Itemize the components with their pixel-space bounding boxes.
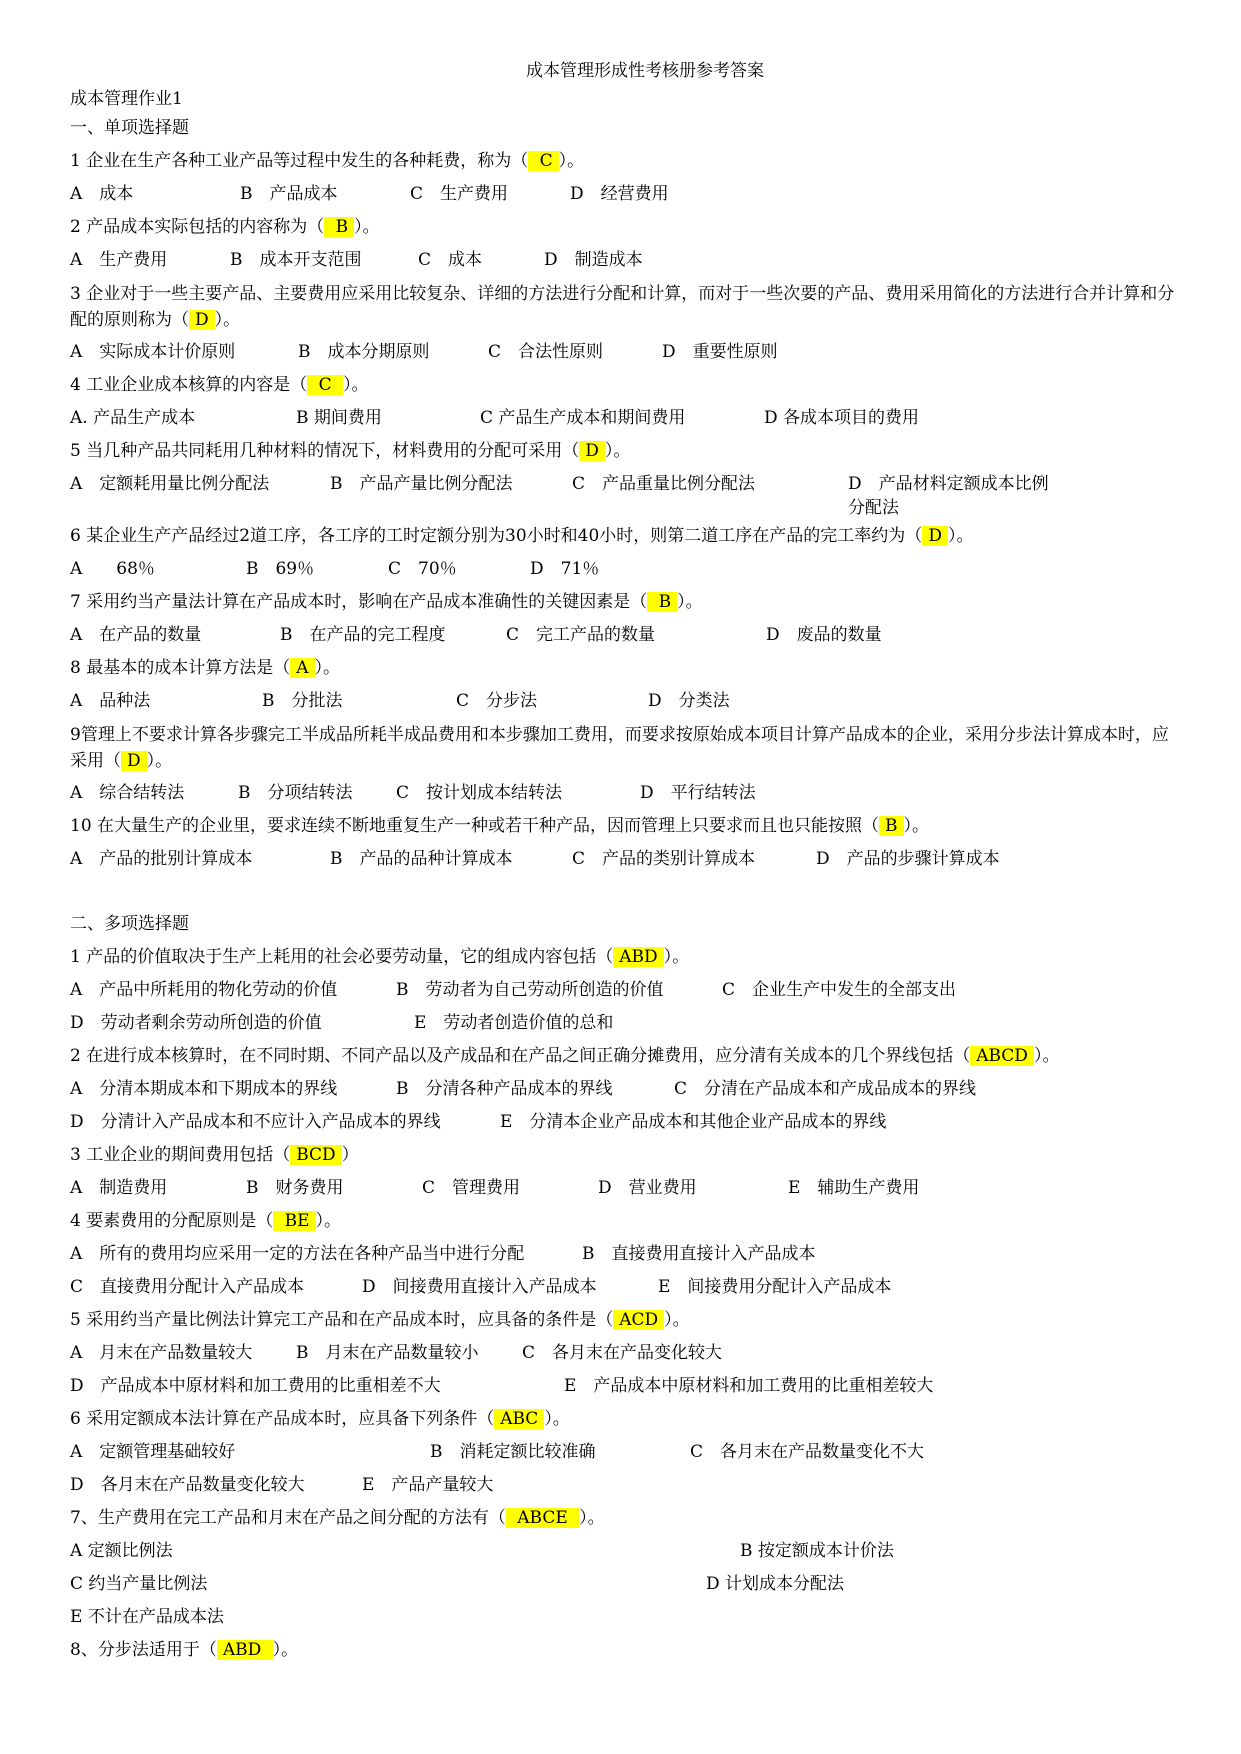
- question-text: [70, 1403, 1180, 1436]
- question-end: ）。: [664, 1310, 690, 1330]
- answer-highlight: BE: [273, 1211, 315, 1231]
- question-end: ）。: [343, 375, 369, 395]
- option-item: B 按定额成本计价法: [740, 1541, 894, 1561]
- option-item: A 实际成本计价原则: [70, 342, 236, 362]
- answer-highlight: C: [307, 375, 343, 395]
- options-row: [70, 685, 1180, 718]
- option-item: E 辅助生产费用: [788, 1178, 920, 1198]
- question-end: ）。: [146, 751, 173, 771]
- option-item: D 间接费用直接计入产品成本: [362, 1277, 597, 1297]
- option-item: D 平行结转法: [640, 783, 756, 803]
- question-stem: 1 产品的价值取决于生产上耗用的社会必要劳动量，它的组成内容包括（: [70, 947, 614, 967]
- answer-highlight: ABC: [494, 1409, 544, 1429]
- option-item: A 品种法: [70, 691, 151, 711]
- options-row: [70, 1007, 1180, 1040]
- options-row: [70, 619, 1180, 652]
- question-stem: 4 要素费用的分配原则是（: [70, 1211, 274, 1231]
- option-item: D 重要性原则: [662, 342, 778, 362]
- question-end: ）。: [677, 592, 703, 612]
- answer-highlight: ABCD: [970, 1046, 1034, 1066]
- option-item: D 产品成本中原材料和加工费用的比重相差不大: [70, 1376, 441, 1396]
- answer-highlight: B: [324, 217, 354, 237]
- question-stem: 5 当几种产品共同耗用几种材料的情况下，材料费用的分配可采用（: [70, 441, 580, 461]
- question-text: [70, 1139, 1180, 1172]
- option-item: C 企业生产中发生的全部支出: [722, 980, 957, 1000]
- section-heading-single: 一、单项选择题: [70, 118, 189, 138]
- section-heading-multi: 二、多项选择题: [70, 914, 189, 934]
- option-item: B 69％: [246, 559, 315, 579]
- option-item: B 劳动者为自己劳动所创造的价值: [396, 980, 664, 1000]
- option-item: A 月末在产品数量较大: [70, 1343, 253, 1363]
- option-item: C 约当产量比例法: [70, 1574, 208, 1594]
- option-item: E 劳动者创造价值的总和: [414, 1013, 614, 1033]
- question-end: ）。: [272, 1640, 299, 1660]
- option-item: C 分步法: [456, 691, 538, 711]
- question-text: [70, 145, 1180, 178]
- question-end: ）。: [315, 1211, 342, 1231]
- option-item: B 产品产量比例分配法: [330, 474, 513, 494]
- answer-highlight: D: [579, 441, 605, 461]
- answer-highlight: D: [922, 526, 948, 546]
- single-choice-list: [70, 145, 1180, 876]
- question-stem: 7 采用约当产量法计算在产品成本时，影响在产品成本准确性的关键因素是（: [70, 592, 648, 612]
- question-stem: 8、分步法适用于（: [70, 1640, 217, 1660]
- answer-highlight: ACD: [613, 1310, 664, 1330]
- option-item: D 计划成本分配法: [706, 1574, 845, 1594]
- question-text: [70, 435, 1180, 468]
- options-row: [70, 402, 1180, 435]
- question-stem: 3 企业对于一些主要产品、主要费用应采用比较复杂、详细的方法进行分配和计算，而对于一些次要的产品、费用采用简化的方法进行合并计算和分配的原则称为（: [70, 284, 1175, 330]
- option-item: D 经营费用: [570, 184, 669, 204]
- option-item: B 成本开支范围: [230, 250, 362, 270]
- question-text: [70, 941, 1180, 974]
- option-item: B 产品成本: [240, 184, 338, 204]
- option-item: C 按计划成本结转法: [396, 783, 563, 803]
- options-row: [70, 1568, 1180, 1601]
- option-item: A 综合结转法: [70, 783, 185, 803]
- option-item: A 制造费用: [70, 1178, 168, 1198]
- options-row: [70, 1271, 1180, 1304]
- option-item: A 所有的费用均应采用一定的方法在各种产品当中进行分配: [70, 1244, 525, 1264]
- question-end: ）。: [354, 217, 380, 237]
- option-item: E 产品成本中原材料和加工费用的比重相差较大: [564, 1376, 934, 1396]
- question-end: ）。: [903, 816, 930, 836]
- option-item: B 分清各种产品成本的界线: [396, 1079, 613, 1099]
- options-row: [70, 178, 1180, 211]
- option-item: D 各月末在产品数量变化较大: [70, 1475, 305, 1495]
- options-row: [70, 1073, 1180, 1106]
- options-row: [70, 553, 1180, 586]
- question-stem: 6 某企业生产产品经过2道工序，各工序的工时定额分别为30小时和40小时，则第二道工序在产品的完工率约为（: [70, 526, 923, 546]
- question-text: [70, 277, 1180, 336]
- question-stem: 6 采用定额成本法计算在产品成本时，应具备下列条件（: [70, 1409, 495, 1429]
- question-text: [70, 1205, 1180, 1238]
- answer-highlight: ABD: [217, 1640, 273, 1660]
- option-item: D 营业费用: [598, 1178, 697, 1198]
- option-item: D 各成本项目的费用: [764, 408, 920, 428]
- option-item: A 产品的批别计算成本: [70, 849, 253, 869]
- option-item: A 成本: [70, 184, 134, 204]
- options-row: [70, 1601, 1180, 1634]
- option-item: A 定额耗用量比例分配法: [70, 474, 270, 494]
- question-text: [70, 718, 1180, 777]
- option-item: C 各月末在产品数量变化不大: [690, 1442, 925, 1462]
- option-item: A 在产品的数量: [70, 625, 202, 645]
- option-item: C 成本: [418, 250, 483, 270]
- question-text: [70, 520, 1180, 553]
- options-row: [70, 1370, 1180, 1403]
- option-item: C 合法性原则: [488, 342, 604, 362]
- option-item: B 期间费用: [296, 408, 382, 428]
- options-row: [70, 336, 1180, 369]
- options-row: [70, 1106, 1180, 1139]
- question-end: ）。: [947, 526, 974, 546]
- question-end: ）。: [604, 441, 631, 461]
- question-end: ）。: [314, 658, 341, 678]
- option-item: D 分清计入产品成本和不应计入产品成本的界线: [70, 1112, 441, 1132]
- assignment-title: 成本管理作业1: [70, 89, 183, 109]
- option-item: D 劳动者剩余劳动所创造的价值: [70, 1013, 322, 1033]
- options-row: [70, 1172, 1180, 1205]
- question-text: [70, 1502, 1180, 1535]
- option-item: A 分清本期成本和下期成本的界线: [70, 1079, 338, 1099]
- option-item: E 不计在产品成本法: [70, 1607, 224, 1627]
- option-item: C 各月末在产品变化较大: [522, 1343, 723, 1363]
- options-row: [70, 1238, 1180, 1271]
- question-text: [70, 586, 1180, 619]
- question-stem: 4 工业企业成本核算的内容是（: [70, 375, 308, 395]
- document-page: [70, 56, 1180, 1667]
- question-text: [70, 1304, 1180, 1337]
- option-item: B 月末在产品数量较小: [296, 1343, 479, 1363]
- question-end: ）。: [214, 310, 241, 330]
- section-gap: [70, 876, 1180, 908]
- answer-highlight: B: [647, 592, 677, 612]
- option-item: E 分清本企业产品成本和其他企业产品成本的界线: [500, 1112, 887, 1132]
- option-item: B 产品的品种计算成本: [330, 849, 513, 869]
- option-item: D 废品的数量: [766, 625, 882, 645]
- question-stem: 1 企业在生产各种工业产品等过程中发生的各种耗费，称为（: [70, 151, 529, 171]
- option-item: B 在产品的完工程度: [280, 625, 446, 645]
- option-item: A 生产费用: [70, 250, 168, 270]
- question-end: ）。: [544, 1409, 570, 1429]
- question-stem: 5 采用约当产量比例法计算完工产品和在产品成本时，应具备的条件是（: [70, 1310, 614, 1330]
- options-row: [70, 1337, 1180, 1370]
- answer-highlight: C: [528, 151, 558, 171]
- question-end: ）。: [663, 947, 690, 967]
- options-row: [70, 1469, 1180, 1502]
- option-item: C 产品生产成本和期间费用: [480, 408, 686, 428]
- question-text: [70, 211, 1180, 244]
- option-item: C 直接费用分配计入产品成本: [70, 1277, 305, 1297]
- option-item: A 68％: [70, 559, 155, 579]
- question-stem: 2 在进行成本核算时，在不同时期、不同产品以及产成品和在产品之间正确分摊费用，应分清有关成本的几个界线包括（: [70, 1046, 971, 1066]
- option-item: C 产品的类别计算成本: [572, 849, 756, 869]
- question-end: ）。: [1033, 1046, 1060, 1066]
- options-row: [70, 1535, 1180, 1568]
- options-row: [70, 843, 1180, 876]
- option-item: B 直接费用直接计入产品成本: [582, 1244, 816, 1264]
- question-stem: 9管理上不要求计算各步骤完工半成品所耗半成品费用和本步骤加工费用，而要求按原始成本项目计算产品成本的企业，采用分步法计算成本时，应采用（: [70, 725, 1169, 771]
- question-stem: 8 最基本的成本计算方法是（: [70, 658, 291, 678]
- question-text: [70, 810, 1180, 843]
- options-row: [70, 777, 1180, 810]
- option-item: C 70％: [388, 559, 457, 579]
- options-row: [70, 244, 1180, 277]
- answer-highlight: BCD: [290, 1145, 341, 1165]
- option-item: D 产品的步骤计算成本: [816, 849, 1000, 869]
- option-item: C 产品重量比例分配法: [572, 474, 756, 494]
- option-item: A 定额比例法: [70, 1541, 173, 1561]
- option-item: B 成本分期原则: [298, 342, 430, 362]
- option-item: D 制造成本: [544, 250, 643, 270]
- answer-highlight: D: [121, 751, 147, 771]
- option-item: C 生产费用: [410, 184, 509, 204]
- answer-highlight: ABD: [613, 947, 663, 967]
- question-text: [70, 1634, 1180, 1667]
- answer-highlight: A: [290, 658, 314, 678]
- question-text: [70, 369, 1180, 402]
- option-item: E 间接费用分配计入产品成本: [658, 1277, 892, 1297]
- answer-highlight: ABCE: [506, 1508, 579, 1528]
- question-stem: 7、生产费用在完工产品和月末在产品之间分配的方法有（: [70, 1508, 506, 1528]
- question-end: ）。: [558, 151, 585, 171]
- question-end: ）: [341, 1145, 359, 1165]
- document-title: 成本管理形成性考核册参考答案: [526, 61, 764, 81]
- option-item: B 分项结转法: [238, 783, 353, 803]
- question-end: ）。: [579, 1508, 605, 1528]
- option-item: B 分批法: [262, 691, 343, 711]
- question-text: [70, 652, 1180, 685]
- option-item: A 定额管理基础较好: [70, 1442, 236, 1462]
- question-stem: 2 产品成本实际包括的内容称为（: [70, 217, 325, 237]
- answer-highlight: D: [189, 310, 215, 330]
- question-text: [70, 1040, 1180, 1073]
- options-row: [70, 1436, 1180, 1469]
- answer-highlight: B: [879, 816, 904, 836]
- option-item: B 消耗定额比较准确: [430, 1442, 596, 1462]
- option-item: D 71％: [530, 559, 600, 579]
- option-item: D 产品材料定额成本比例分配法: [848, 474, 1049, 518]
- option-item: A 产品中所耗用的物化劳动的价值: [70, 980, 338, 1000]
- option-item: D 分类法: [648, 691, 730, 711]
- options-row: [70, 468, 1180, 520]
- option-item: E 产品产量较大: [362, 1475, 494, 1495]
- option-item: A. 产品生产成本: [70, 408, 196, 428]
- multi-choice-list: [70, 941, 1180, 1667]
- option-item: C 管理费用: [422, 1178, 521, 1198]
- question-stem: 3 工业企业的期间费用包括（: [70, 1145, 291, 1165]
- option-item: C 完工产品的数量: [506, 625, 656, 645]
- option-item: B 财务费用: [246, 1178, 344, 1198]
- options-row: [70, 974, 1180, 1007]
- question-stem: 10 在大量生产的企业里，要求连续不断地重复生产一种或若干种产品，因而管理上只要求而且也只能按照（: [70, 816, 880, 836]
- option-item: C 分清在产品成本和产成品成本的界线: [674, 1079, 977, 1099]
